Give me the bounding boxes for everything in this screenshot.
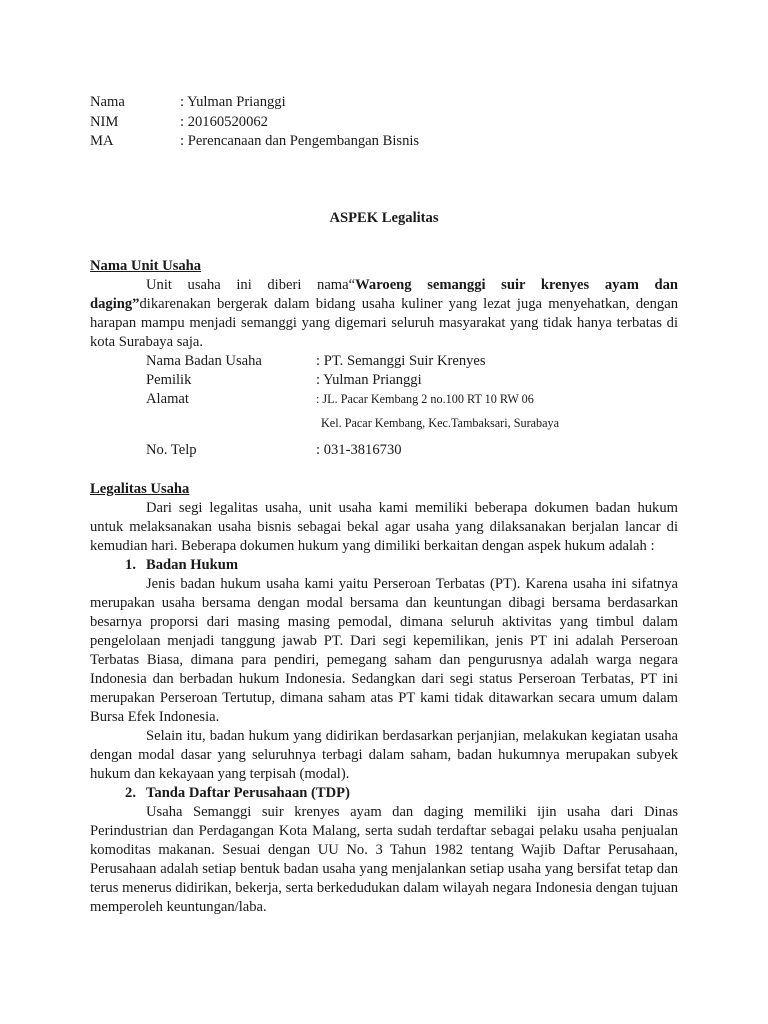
- business-info-label: Pemilik: [146, 371, 192, 388]
- business-info-value: : Yulman Prianggi: [316, 371, 422, 388]
- business-name-bold: Waroeng semanggi suir krenyes ayam dan daging”: [90, 276, 678, 312]
- business-info-value: Kel. Pacar Kembang, Kec.Tambaksari, Surabaya: [321, 415, 560, 430]
- business-info-row: [146, 441, 678, 460]
- section-spacer: [90, 460, 678, 480]
- section-heading: Nama Unit Usaha: [90, 257, 202, 274]
- list-heading: Tanda Daftar Perusahaan (TDP): [146, 784, 350, 801]
- business-info-row: [146, 414, 678, 441]
- info-value: : Yulman Prianggi: [180, 94, 286, 110]
- list-heading: Badan Hukum: [146, 556, 239, 573]
- section-legalitas-usaha: [90, 480, 678, 917]
- body-paragraph: Jenis badan hukum usaha kami yaitu Perseroan Terbatas (PT). Karena usaha ini sifatnya merupakan usaha bersama dengan modal bersama dan keuntungan dibagi bersama berdasarkan besarnya proporsi dari masing masing pemodal, dimana seluruh aktivitas yang timbul dalam pengelolaan menjadi tanggung jawab PT. Dari segi kepemilikan, jenis PT ini adalah Perseroan Terbatas Biasa, dimana para pendiri, pemegang saham dan pengurusnya adalah warga negara Indonesia dan berbadan hukum Indonesia. Sedangkan dari segi status Perseroan Terbatas, PT ini merupakan Perseroan Tertutup, dimana saham atas PT kami tidak ditawarkan secara umum dalam Bursa Efek Indonesia.: [90, 575, 678, 725]
- student-info: [90, 93, 678, 152]
- para-run: Unit usaha ini diberi nama“: [146, 276, 356, 293]
- section-heading: Legalitas Usaha: [90, 480, 190, 497]
- business-info-label: Alamat: [146, 390, 189, 407]
- document-title: ASPEK Legalitas: [329, 209, 439, 226]
- numbered-heading: [90, 556, 678, 575]
- info-label: NIM: [90, 113, 119, 130]
- info-label: Nama: [90, 94, 125, 110]
- document-content: [90, 93, 678, 917]
- business-info-row: [146, 352, 678, 371]
- info-value: : 20160520062: [180, 113, 268, 130]
- business-info-row: [146, 390, 678, 414]
- business-info-value: : JL. Pacar Kembang 2 no.100 RT 10 RW 06: [316, 391, 534, 406]
- business-info: [146, 352, 678, 460]
- body-paragraph: Selain itu, badan hukum yang didirikan berdasarkan perjanjian, melakukan kegiatan usaha dengan modal dasar yang seluruhnya terbagi dalam saham, badan hukumnya merupakan subyek hukum dan kekayaan yang terpisah (modal).: [90, 727, 678, 782]
- info-row-nama: [90, 93, 678, 113]
- info-row-ma: [90, 132, 678, 152]
- intro-paragraph: [90, 276, 678, 352]
- intro-paragraph: Dari segi legalitas usaha, unit usaha kami memiliki beberapa dokumen badan hukum untuk melaksanakan usaha bisnis sebagai bekal agar usaha yang dilaksanakan berjalan lancar di kemudian hari. Beberapa dokumen hukum yang dimiliki berkaitan dengan aspek hukum adalah :: [90, 499, 678, 554]
- body-paragraph: Usaha Semanggi suir krenyes ayam dan daging memiliki ijin usaha dari Dinas Perindustrian dan Perdagangan Kota Malang, serta sudah terdaftar sebagai pelaku usaha penjualan komoditas makanan. Sesuai dengan UU No. 3 Tahun 1982 tentang Wajib Daftar Perusahaan, Perusahaan adalah setiap bentuk badan usaha yang menjalankan setiap usaha yang bersifat tetap dan terus menerus didirikan, bekerja, serta berkedudukan dalam wilayah negara Indonesia dengan tujuan memperoleh keuntungan/laba.: [90, 803, 678, 915]
- para-run: dikarenakan bergerak dalam bidang usaha kuliner yang lezat juga menyehatkan, dengan harapan mampu menjadi semanggi yang digemari seluruh masyarakat yang tidak hanya terbatas di kota Surabaya saja.: [90, 295, 678, 350]
- list-number: 2.: [125, 784, 136, 801]
- list-number: 1.: [125, 556, 136, 573]
- section-nama-unit-usaha: [90, 257, 678, 460]
- info-value: : Perencanaan dan Pengembangan Bisnis: [180, 133, 420, 149]
- business-info-row: [146, 371, 678, 390]
- business-info-label: Nama Badan Usaha: [146, 352, 262, 369]
- business-info-value: : PT. Semanggi Suir Krenyes: [316, 352, 486, 369]
- business-info-label-spacer: [151, 414, 321, 441]
- business-info-value: : 031-3816730: [316, 441, 402, 458]
- business-info-label: No. Telp: [146, 441, 197, 458]
- info-row-nim: [90, 113, 678, 133]
- numbered-heading: [90, 784, 678, 803]
- info-label: MA: [90, 133, 114, 149]
